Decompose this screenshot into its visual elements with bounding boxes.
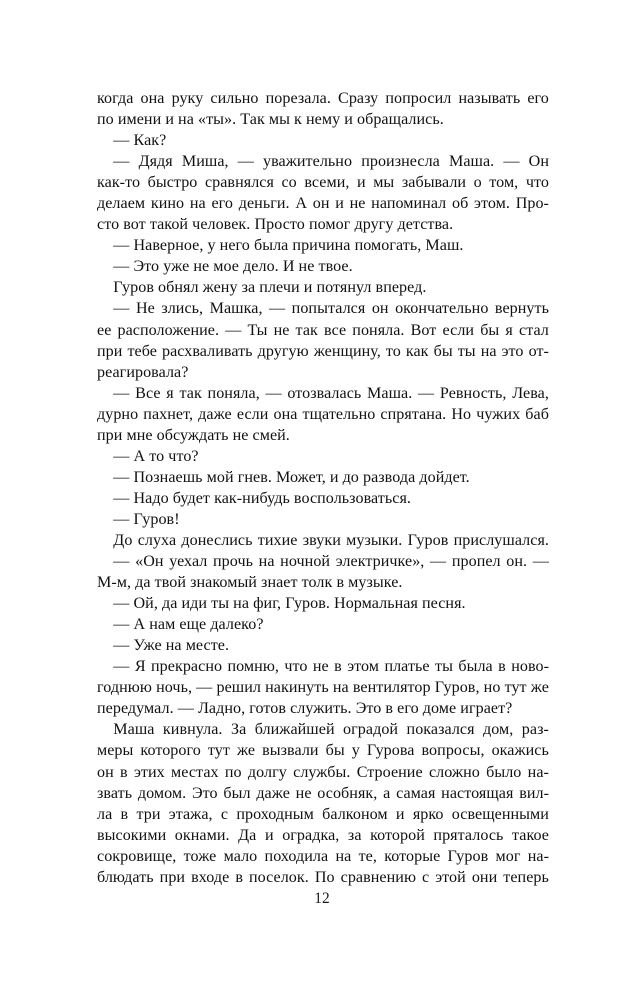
text-line: когда она руку сильно порезала. Сразу попросил называть его (97, 90, 549, 107)
page-body-text (97, 88, 549, 888)
text-line: меры которого тут же вызвали бы у Гурова вопросы, окажись (97, 742, 549, 760)
text-line: он в этих местах по долгу службы. Строение сложно было на- (97, 763, 549, 781)
text-line: М-м, да твой знакомый знает толк в музыке. (97, 574, 403, 592)
text-line: блюдать при входе в поселок. По сравнению с этой они теперь (97, 868, 549, 886)
text-line: — Гуров! (97, 510, 180, 528)
text-line: — Я прекрасно помню, что не в этом платье ты была в ново- (97, 658, 549, 676)
text-line: — Дядя Миша, — уважительно произнесла Маша. — Он (97, 153, 549, 171)
text-line: — Наверное, у него была причина помогать, Маш. (97, 237, 464, 255)
text-line: — А нам еще далеко? (97, 616, 264, 634)
text-line: высокими окнами. Да и оградка, за которой пряталось такое (97, 826, 549, 844)
text-line: сто вот такой человек. Просто помог другу детства. (97, 216, 454, 234)
text-line: — Это уже не мое дело. И не твое. (97, 258, 353, 276)
text-line: ла в три этажа, с проходным балконом и ярко освещенными (97, 805, 549, 823)
text-line: До слуха донеслись тихие звуки музыки. Гуров прислушался. (97, 531, 549, 549)
text-line: — «Он уехал прочь на ночной электричке», — пропел он. — (97, 553, 549, 571)
text-line: делаем кино на его деньги. А он и не напоминал об этом. Про- (97, 195, 549, 213)
text-line: — Познаешь мой гнев. Может, и до развода дойдет. (97, 468, 470, 486)
page-number: 12 (314, 890, 330, 907)
text-line: — Ой, да иди ты на фиг, Гуров. Нормальная песня. (97, 595, 466, 613)
text-line: Гуров обнял жену за плечи и потянул вперед. (97, 279, 427, 297)
text-line: сокровище, тоже мало походила на те, которые Гуров мог на- (97, 847, 549, 865)
text-line: при тебе расхваливать другую женщину, то как бы ты на это от- (97, 342, 549, 360)
text-line: — Как? (97, 132, 167, 150)
text-line: годнюю ночь, — решил накинуть на вентилятор Гуров, но тут же (97, 679, 549, 697)
text-line: как-то быстро сравнялся со всеми, и мы забывали о том, что (97, 174, 549, 192)
text-line: ее расположение. — Ты не так все поняла. Вот если бы я стал (97, 321, 549, 339)
text-line: передумал. — Ладно, готов служить. Это в его доме играет? (97, 700, 513, 718)
text-line: — Уже на месте. (97, 637, 230, 655)
text-line: при мне обсуждать не смей. (97, 426, 290, 444)
text-line: — А то что? (97, 447, 199, 465)
text-line: дурно пахнет, даже если она тщательно спрятана. Но чужих баб (97, 405, 549, 423)
text-line: Маша кивнула. За ближайшей оградой показался дом, раз- (97, 721, 549, 739)
text-line: — Надо будет как-нибудь воспользоваться. (97, 489, 411, 507)
text-line: звать домом. Это был даже не особняк, а самая настоящая вил- (97, 784, 549, 802)
text-line: — Все я так поняла, — отозвалась Маша. — Ревность, Лева, (97, 384, 549, 402)
text-line: реагировала? (97, 363, 189, 381)
text-line: по имени и на «ты». Так мы к нему и обращались. (97, 111, 444, 129)
text-line: — Не злись, Машка, — попытался он окончательно вернуть (97, 300, 549, 318)
